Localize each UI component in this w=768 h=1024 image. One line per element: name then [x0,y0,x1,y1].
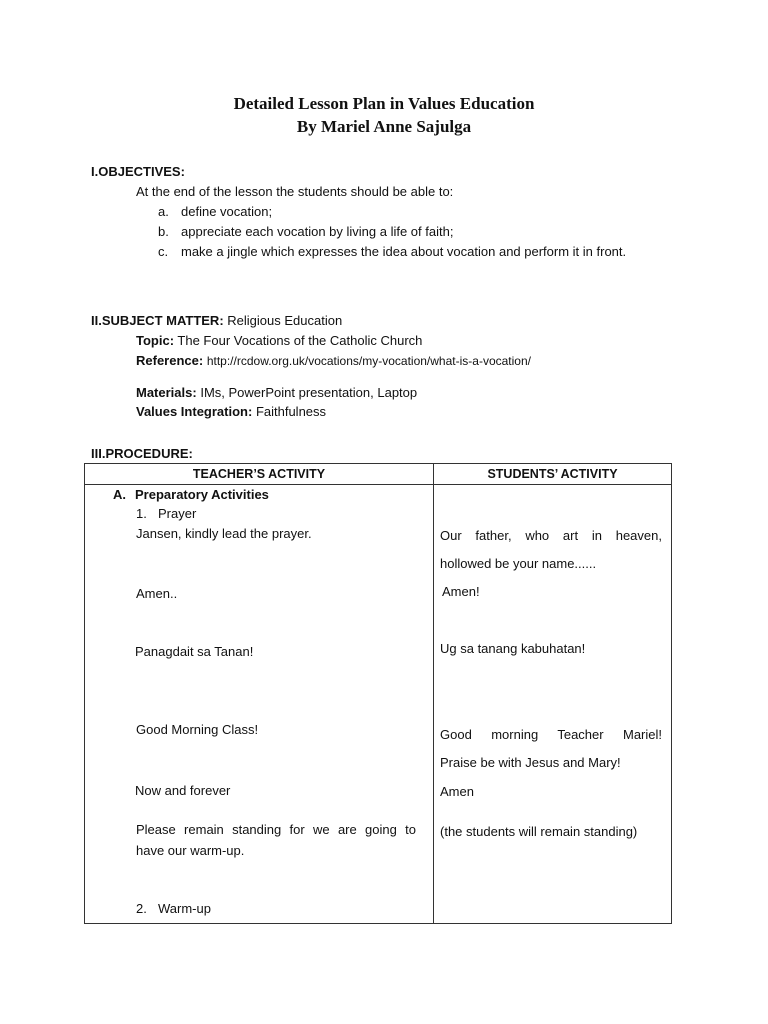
topic-line [136,333,422,348]
materials-line [136,385,417,400]
reference-link[interactable]: http://rcdow.org.uk/vocations/my-vocation/what-is-a-vocation/ [206,354,531,368]
objective-marker: b. [158,224,169,239]
teacher-activity-cell [85,485,434,924]
reference-line [136,353,531,368]
objectives-intro: At the end of the lesson the students should be able to: [136,184,454,199]
table-row [85,485,672,924]
document-title: Detailed Lesson Plan in Values Education [233,94,535,113]
subject-matter-value: Religious Education [227,313,343,328]
student-line: Praise be with Jesus and Mary! [440,755,621,770]
topic-label: Topic: [136,333,175,348]
student-line: Amen [440,784,474,799]
materials-value: IMs, PowerPoint presentation, Laptop [200,385,418,400]
subject-matter-line [91,313,342,328]
objective-text: make a jingle which expresses the idea about vocation and perform it in front. [181,244,627,259]
teacher-line: Good Morning Class! [136,722,259,737]
students-activity-cell [434,485,672,924]
teacher-line: Amen.. [136,586,178,601]
student-line: (the students will remain standing) [440,824,638,839]
student-line: Amen! [442,584,480,599]
step-marker: 2. [136,901,147,916]
objective-marker: c. [158,244,169,259]
document-author: By Mariel Anne Sajulga [296,117,472,136]
objectives-heading: I.OBJECTIVES: [91,164,185,179]
teacher-line: Now and forever [135,783,231,798]
teacher-line: Please remain standing for we are going to [136,822,416,837]
objective-text: define vocation; [181,204,273,219]
reference-label: Reference: [136,353,204,368]
step-marker: 1. [136,506,147,521]
teacher-line: have our warm-up. [136,843,245,858]
topic-value: The Four Vocations of the Catholic Church [177,333,423,348]
objective-text: appreciate each vocation by living a life of faith; [181,224,454,239]
section-marker: A. [113,487,126,502]
step-title: Warm-up [158,901,211,916]
teacher-line: Panagdait sa Tanan! [135,644,254,659]
materials-label: Materials: [136,385,197,400]
step-title: Prayer [158,506,197,521]
procedure-heading: III.PROCEDURE: [91,446,193,461]
teacher-column-header: TEACHER’S ACTIVITY [85,464,434,485]
values-label: Values Integration: [136,404,253,419]
student-line: hollowed be your name...... [440,556,597,571]
subject-matter-heading: II.SUBJECT MATTER: [91,313,224,328]
procedure-table [84,463,672,924]
values-line [136,404,326,419]
teacher-line: Jansen, kindly lead the prayer. [136,526,312,541]
student-line: Ug sa tanang kabuhatan! [440,641,586,656]
student-line: Our father, who art in heaven, [440,528,662,543]
students-column-header: STUDENTS’ ACTIVITY [434,464,672,485]
student-line: Good morning Teacher Mariel! [440,727,662,742]
table-header-row [85,464,672,485]
objective-marker: a. [158,204,169,219]
section-title: Preparatory Activities [135,487,269,502]
values-value: Faithfulness [255,404,327,419]
